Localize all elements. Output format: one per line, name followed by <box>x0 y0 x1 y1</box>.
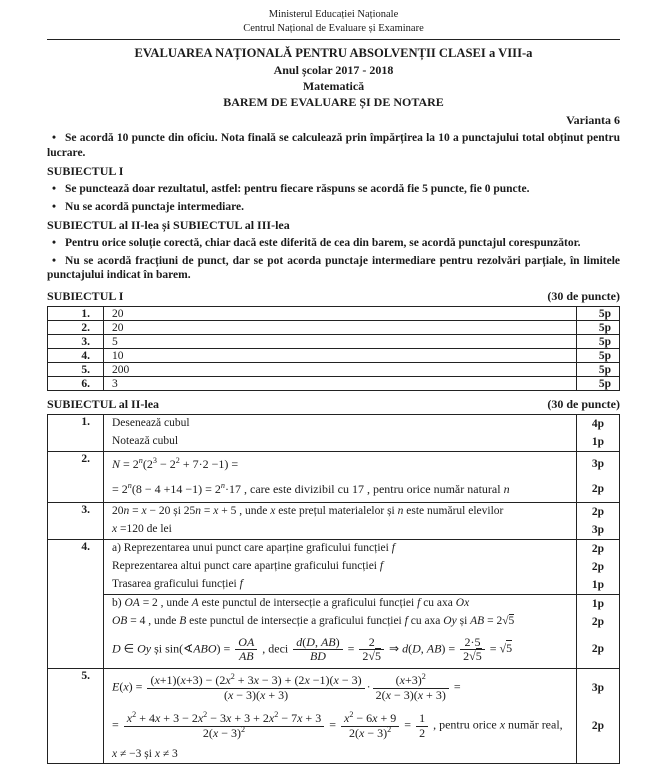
math-variable: x <box>154 711 161 726</box>
sqrt-radicand: 5 <box>375 648 381 663</box>
barem-title: BAREM DE EVALUARE ȘI DE NOTARE <box>223 95 444 109</box>
subject1-total-points: (30 de puncte) <box>547 288 620 303</box>
rule-bullet-paragraph: • Se acordă 10 puncte din oficiu. Nota finală se calculează prin împărțirea la 10 a punctajului total obținut pentru lucrare. <box>47 132 620 159</box>
solution-content: Reprezentarea altui punct care aparține graficului funcției f <box>112 560 384 572</box>
math-variable: x <box>112 523 118 535</box>
table-row <box>48 502 619 539</box>
subject1-table <box>47 306 620 391</box>
line-points: 3p <box>591 523 605 536</box>
line-points: 2p <box>591 542 605 555</box>
math-variable: x <box>270 505 276 517</box>
math-fraction <box>341 712 399 740</box>
math-variable: x <box>268 711 275 726</box>
math-variable: d <box>402 641 409 656</box>
fraction-numerator: $x^2 - 6x + 9$ <box>343 710 397 726</box>
row-number: 6. <box>48 377 104 390</box>
math-variable: x <box>253 673 259 688</box>
solution-line <box>104 595 619 613</box>
variant-label: Varianta 6 <box>566 113 620 127</box>
line-points: 2p <box>591 720 605 733</box>
solution-line <box>104 745 619 763</box>
rules-section-heading: SUBIECTUL I <box>47 164 124 178</box>
sqrt-radicand: 5 <box>506 641 513 656</box>
math-variable: x <box>141 505 147 517</box>
fraction-numerator: $(x+3)^2$ <box>395 672 426 688</box>
solution-line <box>104 669 619 707</box>
line-points: 2p <box>591 560 605 573</box>
row-solution-area <box>104 669 619 763</box>
math-superscript <box>139 456 143 465</box>
subject2-total-points: (30 de puncte) <box>547 396 620 411</box>
table-row <box>48 415 619 451</box>
line-points: 2p <box>591 483 605 495</box>
subject1-heading-row <box>47 289 620 304</box>
solution-content: x =120 de lei <box>112 523 172 535</box>
math-variable: x <box>399 673 405 688</box>
math-variable: x <box>499 717 506 732</box>
bullet-icon: • <box>52 200 57 213</box>
math-superscript: 2 <box>349 710 354 720</box>
math-superscript: 2 <box>421 672 426 682</box>
row-points: 5p <box>598 363 611 376</box>
row-answer: 20 <box>104 321 577 334</box>
solution-content: $N = 2^n(2^3 - 2^2 + 7\cdot 2 -1)$ = <box>112 455 239 471</box>
solution-line <box>104 433 619 451</box>
fraction-numerator: 2 <box>368 634 375 649</box>
bullet-icon: • <box>52 132 57 144</box>
math-variable: AB <box>426 641 442 656</box>
row-number: 1. <box>48 415 104 451</box>
math-variable: Oy <box>137 641 152 656</box>
solution-content: = $2^n(8 - 4 +14 -1) = 2^n\cdot 17$ , care este divizibil cu 17 , pentru orice număr natural n <box>112 480 510 496</box>
math-variable: f <box>239 578 243 590</box>
math-variable: x <box>385 687 391 702</box>
row-solution-area <box>104 540 619 669</box>
solution-line <box>104 540 619 558</box>
math-variable: x <box>154 747 160 760</box>
row-solution-area <box>104 452 619 502</box>
rules-section-heading: SUBIECTUL al II-lea și SUBIECTUL al III-lea <box>47 218 290 232</box>
math-variable: x <box>304 673 310 688</box>
math-variable: x <box>260 687 266 702</box>
solution-content: x ≠ −3 și x ≠ 3 <box>112 747 178 760</box>
fraction-numerator: 1 <box>419 711 426 726</box>
solution-line <box>104 521 619 539</box>
fraction-denominator: $2(x - 3)^2$ <box>341 726 399 740</box>
math-variable: f <box>391 542 395 554</box>
math-variable: x <box>212 725 219 740</box>
ministry-line: Ministerul Educației Naționale <box>268 9 399 20</box>
fraction-denominator: 2 <box>416 726 428 740</box>
fraction-numerator: d(D, AB) <box>296 634 340 649</box>
math-variable: ABO <box>193 641 217 656</box>
table-row <box>48 668 619 763</box>
row-points: 5p <box>598 307 611 320</box>
row-number: 3. <box>48 503 104 539</box>
line-points: 2p <box>591 505 605 518</box>
solution-line <box>104 576 619 594</box>
math-variable: n <box>123 505 130 517</box>
row-number: 5. <box>48 363 104 376</box>
math-fraction <box>373 674 449 702</box>
math-variable: n <box>195 505 202 517</box>
math-variable: AB <box>470 615 485 627</box>
row-number: 5. <box>48 669 104 763</box>
math-superscript: 2 <box>387 724 392 734</box>
row-points: 5p <box>598 349 611 362</box>
math-sqrt: √5 <box>502 615 515 627</box>
fraction-denominator <box>293 649 342 663</box>
row-answer: 200 <box>104 363 577 376</box>
math-variable: x <box>417 687 424 702</box>
table-row <box>48 307 619 320</box>
fraction-denominator <box>235 649 257 663</box>
solution-content: OB = 4 , unde B este punctul de intersecție a graficului funcției f cu axa Oy și AB = 2√5 <box>112 615 515 627</box>
solution-line <box>104 477 619 502</box>
math-variable: x <box>372 711 378 726</box>
solution-content: Trasarea graficului funcției f <box>112 578 243 590</box>
math-variable: D <box>306 634 315 649</box>
line-points: 1p <box>591 435 605 448</box>
math-variable: x <box>112 747 118 760</box>
math-superscript: 2 <box>230 672 235 682</box>
table-row <box>48 362 619 376</box>
math-variable: x <box>226 711 232 726</box>
math-fraction <box>359 636 384 664</box>
row-number: 2. <box>48 452 104 502</box>
fraction-denominator: 2(x − 3)(x + 3) <box>373 688 449 702</box>
math-variable: BD <box>309 648 326 663</box>
row-answer: 10 <box>104 349 577 362</box>
school-year: Anul școlar 2017 - 2018 <box>273 63 394 77</box>
line-points: 1p <box>591 597 605 610</box>
math-variable: D <box>412 641 421 656</box>
solution-line <box>104 503 619 521</box>
math-variable: n <box>127 480 132 490</box>
table-row <box>48 320 619 334</box>
math-variable: OA <box>238 634 255 649</box>
math-variable: D <box>112 641 121 656</box>
math-variable: n <box>397 505 404 517</box>
math-variable: OB <box>112 615 128 627</box>
solution-block <box>104 594 619 669</box>
math-variable: x <box>154 673 160 688</box>
math-variable: f <box>404 615 408 627</box>
bullet-icon: • <box>52 183 57 195</box>
math-variable: x <box>126 711 133 726</box>
math-variable: x <box>197 711 204 726</box>
math-sqrt: √5 <box>499 641 513 656</box>
row-number: 4. <box>48 349 104 362</box>
table-row <box>48 451 619 502</box>
fraction-denominator: 2√5 <box>359 649 384 663</box>
line-points: 2p <box>591 643 605 656</box>
math-fraction <box>124 712 324 740</box>
header-rule <box>47 39 620 40</box>
solution-line <box>104 631 619 669</box>
solution-content: E(x) = $\frac{(x+1)(x+3) - (2x^2 + 3x - 3) + (2x -1)(x - 3)}{(x - 3)(x + 3)}$ · $\frac{(x+3)^2}{2(x - 3)(x + 3)}$ = <box>112 672 461 702</box>
row-number: 3. <box>48 335 104 348</box>
math-variable: OA <box>124 597 140 609</box>
solution-line <box>104 707 619 745</box>
row-answer: 5 <box>104 335 577 348</box>
solution-block <box>104 415 619 451</box>
math-variable: Oy <box>443 615 457 627</box>
solution-content: D ∈ Oy și sin(∢ABO) = $\frac{OA}{AB}$ , deci $\frac{d(D, AB)}{BD}$ = $\frac{2}{2√5}$ ⇒ d(D, AB) = $\frac{2\cdot 5}{2√5}$ = √5 <box>112 634 513 663</box>
solution-content: = $\frac{x^2 + 4x + 3 - 2x^2 - 3x + 3 + 2x^2 - 7x + 3}{2(x - 3)^2}$ = $\frac{x^2 - 6x + 9}{2(x - 3)^2}$ = $\frac{1}{2}$ , pentru orice x număr real, <box>112 710 563 740</box>
fraction-denominator: 2√5 <box>460 649 485 663</box>
fraction-numerator: $x^2 + 4x + 3 - 2x^2 - 3x + 3 + 2x^2 - 7x + 3$ <box>126 710 322 726</box>
math-superscript <box>128 481 132 490</box>
solution-block <box>104 503 619 539</box>
math-variable: x <box>343 711 350 726</box>
math-superscript: 2 <box>175 455 180 465</box>
bullet-icon: • <box>52 254 57 267</box>
subject-name: Matematică <box>302 79 365 93</box>
math-variable: n <box>220 480 225 490</box>
fraction-denominator: (x − 3)(x + 3) <box>147 688 364 702</box>
math-superscript <box>221 481 225 490</box>
bullet-icon: • <box>52 237 57 249</box>
solution-block <box>104 540 619 594</box>
solution-line <box>104 613 619 631</box>
fraction-numerator <box>235 636 257 649</box>
rule-bullet-paragraph: • Se punctează doar rezultatul, astfel: pentru fiecare răspuns se acordă fie 5 puncte, fie 0 puncte. <box>52 183 530 195</box>
table-row <box>48 348 619 362</box>
row-solution-area <box>104 503 619 539</box>
math-variable: E <box>112 680 120 695</box>
line-points: 2p <box>591 615 605 628</box>
solution-content: b) OA = 2 , unde A este punctul de intersecție a graficului funcției f cu axa Ox <box>112 597 470 609</box>
sqrt-radicand: 5 <box>475 648 482 663</box>
page-title: EVALUAREA NAȚIONALĂ PENTRU ABSOLVENȚII CLASEI a VIII-a <box>134 46 533 60</box>
row-solution-area <box>104 415 619 451</box>
math-superscript: 2 <box>274 710 279 720</box>
math-variable: x <box>297 711 303 726</box>
table-row <box>48 334 619 348</box>
math-variable: x <box>225 673 231 688</box>
math-variable: x <box>227 687 234 702</box>
solution-content: a) Reprezentarea unui punct care aparține graficului funcției f <box>112 542 395 554</box>
math-variable: x <box>359 725 365 740</box>
math-variable: n <box>138 455 143 465</box>
subject2-heading: SUBIECTUL al II-lea <box>47 396 160 411</box>
subject2-heading-row <box>47 397 620 412</box>
math-variable: x <box>180 673 186 688</box>
math-variable: d <box>296 634 303 649</box>
solution-block <box>104 669 619 763</box>
rule-bullet-paragraph: • Pentru orice soluție corectă, chiar dacă este diferită de cea din barem, se acordă punctajul corespunzător. <box>52 237 581 249</box>
row-number: 1. <box>48 307 104 320</box>
math-superscript: 3 <box>152 455 157 465</box>
subject1-heading: SUBIECTUL I <box>47 288 124 303</box>
sqrt-radicand: 5 <box>508 615 515 627</box>
math-variable: x <box>123 680 129 695</box>
math-variable: f <box>379 560 384 572</box>
subject2-table <box>47 414 620 765</box>
exam-center-line: Centrul Național de Evaluare și Examinare <box>243 23 424 34</box>
fraction-numerator: $(x+1)(x+3) - (2x^2 + 3x - 3) + (2x -1)(x - 3)$ <box>150 672 362 688</box>
table-row <box>48 376 619 390</box>
math-variable: AB <box>320 634 336 649</box>
math-superscript: 2 <box>241 724 246 734</box>
row-number: 2. <box>48 321 104 334</box>
math-variable: x <box>333 673 339 688</box>
solution-content: 20n = x − 20 și 25n = x + 5 , unde x este prețul materialelor și n este numărul elevilor <box>112 505 504 517</box>
rule-bullet-paragraph: • Nu se acordă fracțiuni de punct, dar se pot acorda punctaje intermediare pentru rezolvări parțiale, în limitele punctajului indicat în barem. <box>47 254 620 281</box>
math-variable: f <box>417 597 421 609</box>
solution-content: Notează cubul <box>112 435 179 447</box>
math-variable: A <box>191 597 199 609</box>
math-fraction <box>416 712 428 740</box>
line-points: 4p <box>591 417 605 430</box>
row-answer: 20 <box>104 307 577 320</box>
table-row <box>48 539 619 669</box>
math-variable: AB <box>238 648 254 663</box>
solution-line <box>104 452 619 477</box>
math-sqrt: √5 <box>469 648 482 663</box>
fraction-denominator: $2(x - 3)^2$ <box>124 726 324 740</box>
solution-line <box>104 415 619 433</box>
math-variable: B <box>179 615 187 627</box>
math-variable: x <box>213 505 219 517</box>
math-superscript: 2 <box>203 710 208 720</box>
math-fraction <box>235 636 257 664</box>
math-variable: Ox <box>455 597 470 609</box>
line-points: 1p <box>591 578 605 591</box>
row-answer: 3 <box>104 377 577 390</box>
math-sqrt: √5 <box>368 648 381 663</box>
math-fraction <box>460 636 485 664</box>
line-points: 3p <box>591 458 605 470</box>
math-fraction <box>293 636 342 664</box>
math-variable: N <box>112 456 121 471</box>
rule-bullet-paragraph: • Nu se acordă punctaje intermediare. <box>52 200 244 213</box>
row-number: 4. <box>48 540 104 669</box>
solution-content: Desenează cubul <box>112 417 190 429</box>
rules-section <box>47 131 620 283</box>
solution-block <box>104 452 619 502</box>
solution-line <box>104 558 619 576</box>
math-variable: n <box>503 481 510 496</box>
math-fraction <box>147 674 364 702</box>
math-superscript: 2 <box>132 710 137 720</box>
fraction-numerator: 2·5 <box>464 634 481 649</box>
row-points: 5p <box>598 335 611 348</box>
row-points: 5p <box>598 321 611 334</box>
line-points: 3p <box>591 682 605 695</box>
row-points: 5p <box>598 377 611 390</box>
